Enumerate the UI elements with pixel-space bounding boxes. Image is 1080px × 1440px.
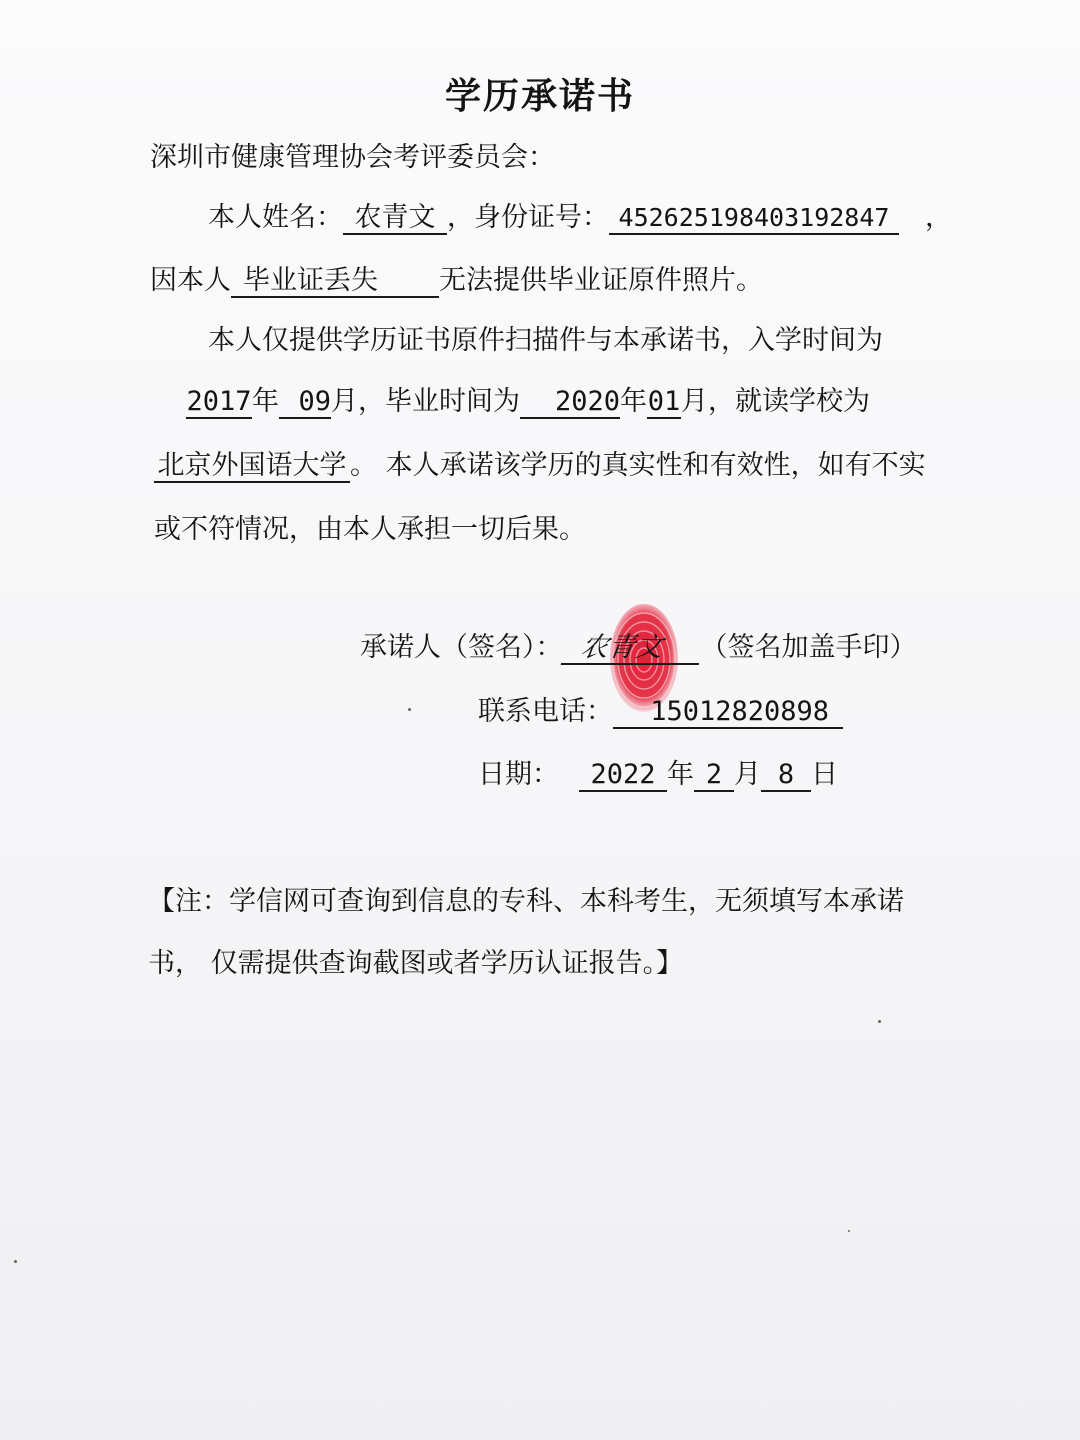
reason-value: 毕业证丢失: [231, 266, 439, 298]
line1-suffix: ，: [925, 202, 952, 233]
id-label: ，身份证号：: [447, 202, 609, 233]
speck: [408, 708, 411, 711]
line-school: [154, 448, 926, 484]
salutation: 深圳市健康管理协会考评委员会：: [150, 142, 555, 173]
line-phone: [478, 694, 843, 730]
handwritten-signature: 农青文: [560, 633, 702, 665]
enroll-year-char: 年: [252, 386, 279, 417]
date-day-char: 日: [811, 759, 838, 790]
line-signature: [360, 630, 917, 666]
date-year-char: 年: [667, 759, 694, 790]
enroll-month: 09: [279, 387, 331, 419]
line-reason: [150, 263, 763, 299]
reason-prefix: 因本人: [150, 265, 231, 296]
signature-suffix: （签名加盖手印）: [700, 632, 917, 663]
enroll-year: 2017: [186, 386, 252, 417]
date-month: 2: [694, 760, 734, 792]
date-label: 日期：: [478, 759, 559, 790]
name-value: 农青文: [343, 203, 447, 235]
grad-label: 月，毕业时间为: [331, 386, 520, 417]
grad-year-char: 年: [620, 386, 647, 417]
speck: [878, 1020, 881, 1023]
document-title: 学历承诺书: [444, 75, 635, 117]
school-value: 北京外国语大学: [154, 451, 350, 483]
note-line-1: 【注：学信网可查询到信息的专科、本科考生，无须填写本承诺: [148, 886, 904, 917]
phone-label: 联系电话：: [478, 696, 613, 727]
line-date: [478, 757, 838, 793]
line-name-id: [208, 200, 952, 236]
date-day: 8: [761, 760, 811, 792]
name-label: 本人姓名：: [208, 202, 343, 233]
school-label: 月，就读学校为: [681, 386, 870, 417]
line-consequence: 或不符情况，由本人承担一切后果。: [154, 514, 586, 545]
speck: [848, 1230, 850, 1232]
line-intro: 本人仅提供学历证书原件扫描件与本承诺书，入学时间为: [208, 325, 883, 356]
phone-value: 15012820898: [613, 697, 843, 729]
grad-month: 01: [647, 386, 681, 417]
note-line-2: 书， 仅需提供查询截图或者学历认证报告。】: [148, 948, 684, 979]
speck: [14, 1260, 17, 1263]
id-number-value: 452625198403192847: [609, 203, 899, 235]
commitment-text: 。 本人承诺该学历的真实性和有效性，如有不实: [350, 450, 926, 481]
signature-label: 承诺人（签名）：: [360, 632, 563, 663]
line-dates: [186, 384, 870, 420]
reason-suffix: 无法提供毕业证原件照片。: [439, 265, 763, 296]
date-month-char: 月: [734, 759, 761, 790]
date-year: 2022: [579, 760, 667, 792]
grad-year: 2020: [520, 387, 620, 419]
